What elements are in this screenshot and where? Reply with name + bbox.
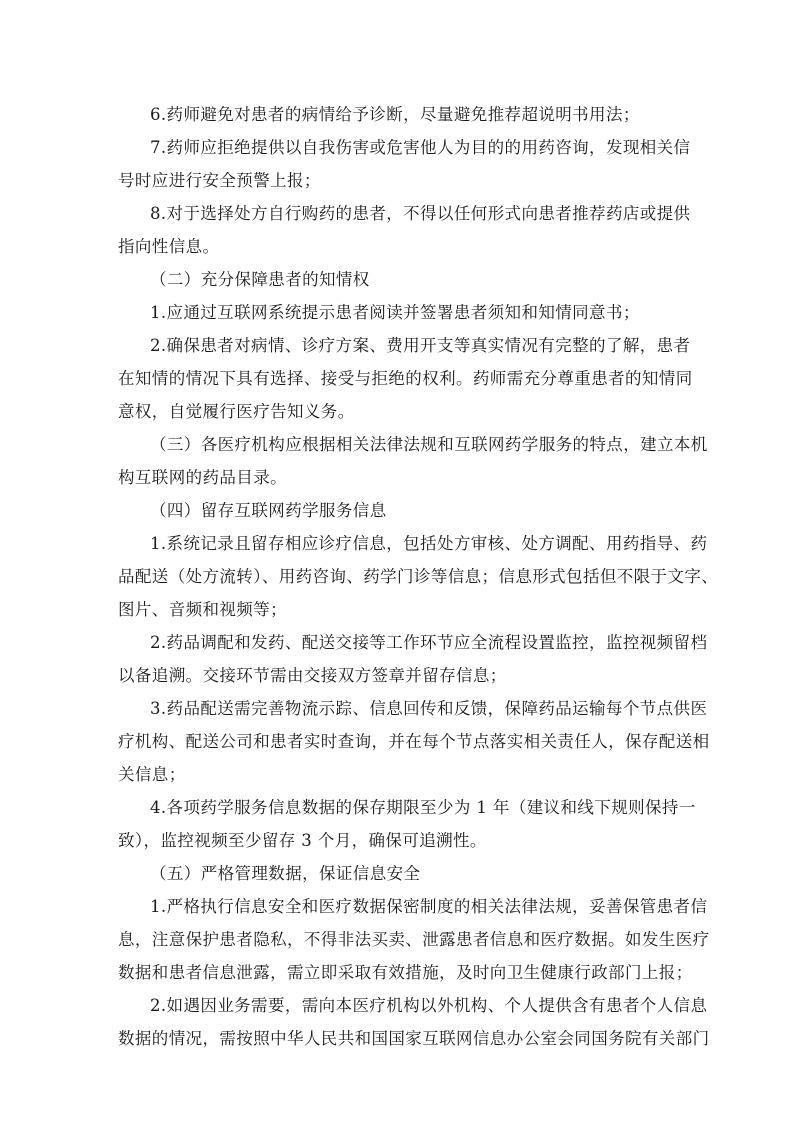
text-line: 图片、音频和视频等； — [118, 600, 287, 619]
text-line: 号时应进行安全预警上报； — [118, 171, 321, 190]
text-line: 1.严格执行信息安全和医疗数据保密制度的相关法律法规，妥善保管患者信 — [150, 897, 708, 916]
section-heading: （二）充分保障患者的知情权 — [150, 270, 370, 289]
text-line: 7.药师应拒绝提供以自我伤害或危害他人为目的的用药咨询，发现相关信 — [150, 138, 691, 157]
section-heading: （五）严格管理数据，保证信息安全 — [150, 864, 421, 883]
text-line: 3.药品配送需完善物流示踪、信息回传和反馈，保障药品运输每个节点供医 — [150, 699, 708, 718]
text-line: 品配送（处方流转）、用药咨询、药学门诊等信息；信息形式包括但不限于文字、 — [118, 567, 719, 586]
section-heading: （四）留存互联网药学服务信息 — [150, 501, 387, 520]
text-line: 数据和患者信息泄露，需立即采取有效措施，及时向卫生健康行政部门上报； — [118, 963, 693, 982]
text-line: 疗机构、配送公司和患者实时查询，并在每个节点落实相关责任人，保存配送相 — [118, 732, 710, 751]
text-line: 意权，自觉履行医疗告知义务。 — [118, 402, 355, 421]
text-line: 2.药品调配和发药、配送交接等工作环节应全流程设置监控，监控视频留档 — [150, 633, 708, 652]
text-line: 1.系统记录且留存相应诊疗信息，包括处方审核、处方调配、用药指导、药 — [150, 534, 708, 553]
section-heading: （三）各医疗机构应根据相关法律法规和互联网药学服务的特点，建立本机 — [150, 435, 708, 454]
text-line: 4.各项药学服务信息数据的保存期限至少为 1 年（建议和线下规则保持一 — [150, 798, 696, 817]
text-line: 指向性信息。 — [118, 237, 220, 256]
text-line: 6.药师避免对患者的病情给予诊断，尽量避免推荐超说明书用法； — [150, 105, 640, 124]
text-line: 构互联网的药品目录。 — [118, 468, 287, 487]
text-line: 8.对于选择处方自行购药的患者，不得以任何形式向患者推荐药店或提供 — [150, 204, 691, 223]
text-line: 在知情的情况下具有选择、接受与拒绝的权利。药师需充分尊重患者的知情同 — [118, 369, 693, 388]
text-line: 数据的情况，需按照中华人民共和国国家互联网信息办公室会同国务院有关部门 — [118, 1029, 710, 1048]
text-line: 1.应通过互联网系统提示患者阅读并签署患者须知和知情同意书； — [150, 303, 640, 322]
text-line: 息，注意保护患者隐私，不得非法买卖、泄露患者信息和医疗数据。如发生医疗 — [118, 930, 710, 949]
text-line: 2.确保患者对病情、诊疗方案、费用开支等真实情况有完整的了解，患者 — [150, 336, 691, 355]
text-line: 关信息； — [118, 765, 186, 784]
text-line: 致），监控视频至少留存 3 个月，确保可追溯性。 — [118, 831, 487, 850]
text-line: 以备追溯。交接环节需由交接双方签章并留存信息； — [118, 666, 507, 685]
text-line: 2.如遇因业务需要，需向本医疗机构以外机构、个人提供含有患者个人信息 — [150, 996, 708, 1015]
